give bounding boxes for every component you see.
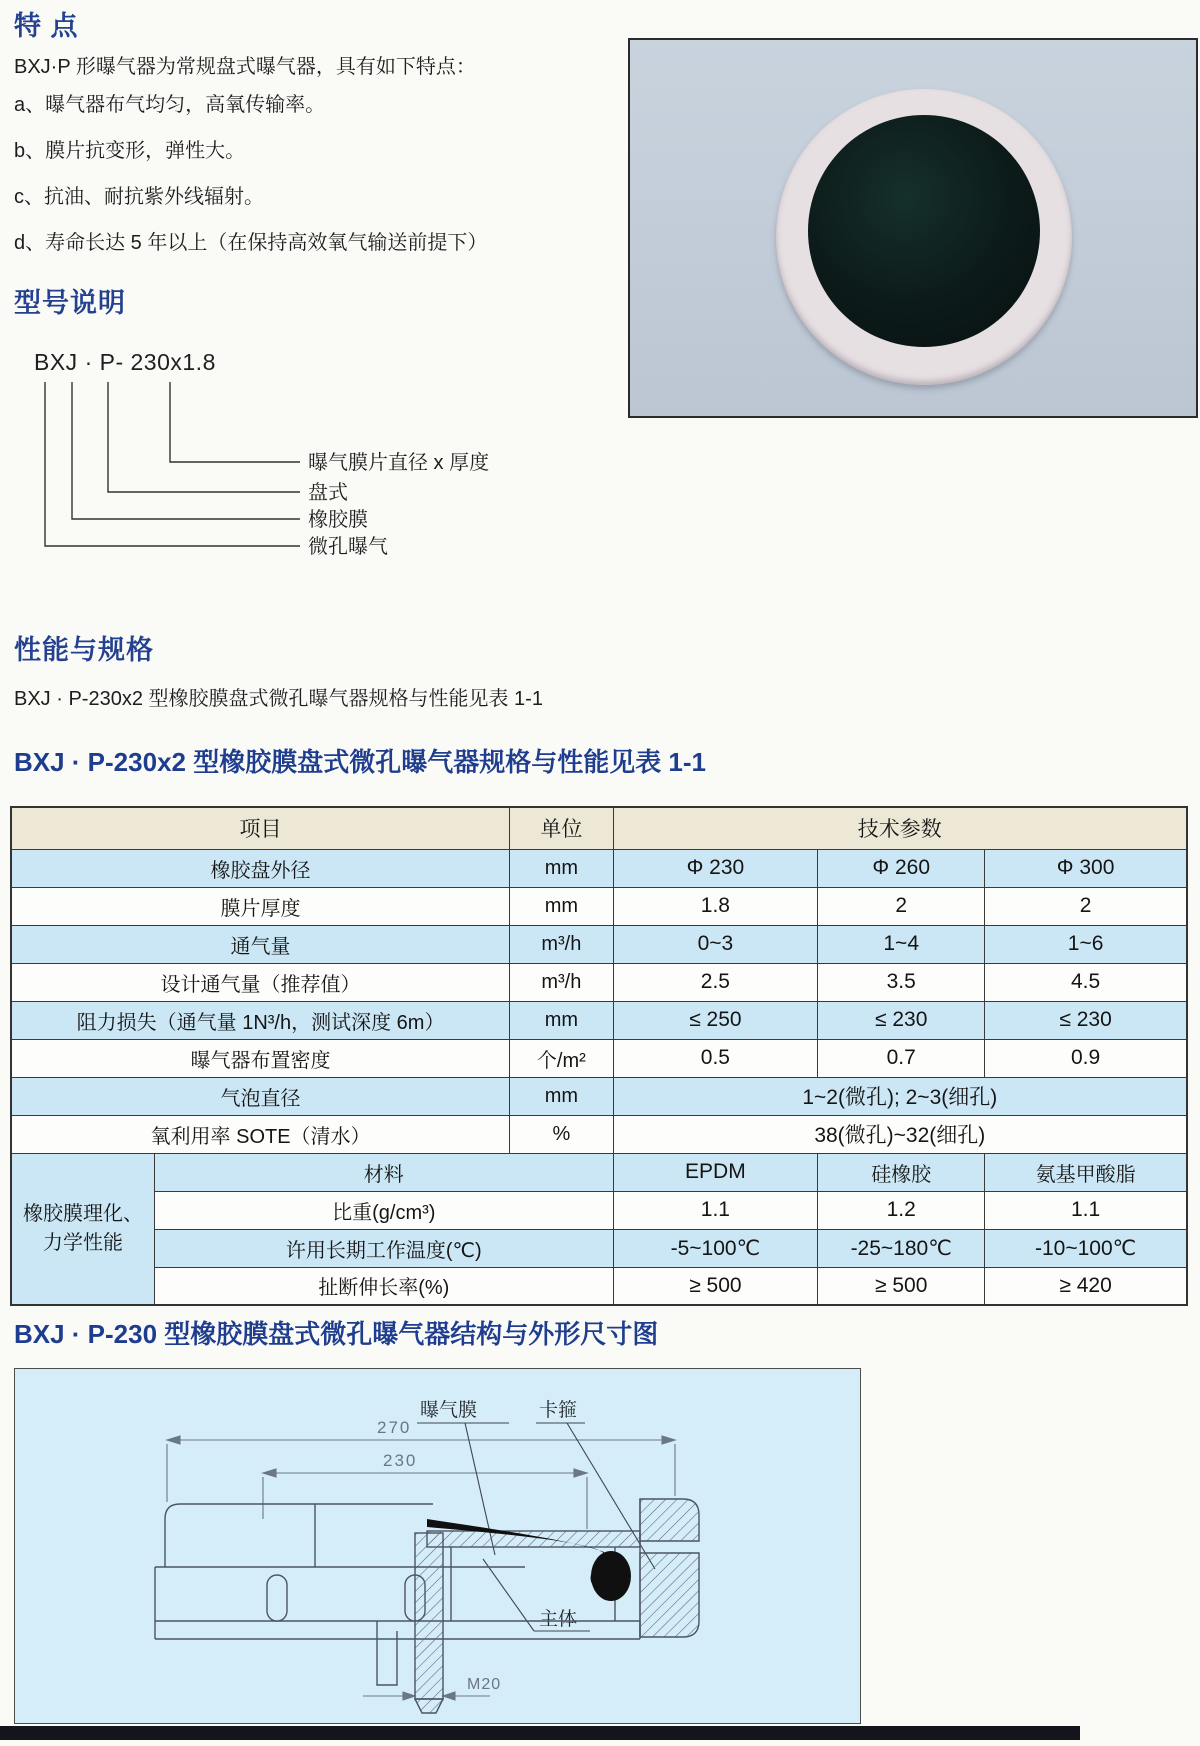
model-callout-label: 曝气膜片直径 x 厚度: [308, 452, 490, 474]
cell-value: 0~3: [613, 925, 818, 963]
cell-value: 3.5: [818, 963, 985, 1001]
cell-value: -25~180℃: [818, 1229, 985, 1267]
membrane-label: 曝气膜: [420, 1400, 478, 1421]
spec-table-title: BXJ · P-230x2 型橡胶膜盘式微孔曝气器规格与性能见表 1-1: [14, 747, 707, 777]
model-callout-label: 微孔曝气: [308, 536, 388, 558]
features-heading: 特 点: [14, 11, 79, 41]
cell-value: 1~4: [818, 925, 985, 963]
cell-value: ≤ 230: [818, 1001, 985, 1039]
table-row: [11, 1115, 1187, 1153]
drawing-title: BXJ · P-230 型橡胶膜盘式微孔曝气器结构与外形尺寸图: [14, 1319, 659, 1349]
cell-unit: %: [510, 1115, 613, 1153]
feature-item: d、寿命长达 5 年以上（在保持高效氧气输送前提下）: [14, 232, 488, 254]
table-row: [11, 963, 1187, 1001]
cell-value: 1~6: [985, 925, 1187, 963]
cell-label: 气泡直径: [11, 1077, 510, 1115]
page-footer-bar: [0, 1726, 1080, 1740]
cell-value: 2: [818, 887, 985, 925]
cell-value: EPDM: [613, 1153, 818, 1191]
cell-value: 38(微孔)~32(细孔): [613, 1115, 1187, 1153]
cell-value: Φ 300: [985, 849, 1187, 887]
cell-value: 2: [985, 887, 1187, 925]
cell-label: 许用长期工作温度(℃): [154, 1229, 613, 1267]
col-header-item: 项目: [11, 807, 510, 849]
feature-item: b、膜片抗变形，弹性大。: [14, 140, 246, 162]
table-row: [11, 1153, 1187, 1191]
table-row: [11, 849, 1187, 887]
model-heading: 型号说明: [14, 288, 126, 318]
cell-value: 1.2: [818, 1191, 985, 1229]
cell-value: ≤ 250: [613, 1001, 818, 1039]
cell-unit: mm: [510, 1001, 613, 1039]
table-row: [11, 1039, 1187, 1077]
cell-label: 曝气器布置密度: [11, 1039, 510, 1077]
cell-label: 通气量: [11, 925, 510, 963]
cell-value: -10~100℃: [985, 1229, 1187, 1267]
cell-label: 膜片厚度: [11, 887, 510, 925]
model-code-diagram: [18, 342, 578, 570]
table-row: [11, 925, 1187, 963]
thread-size-dim: M20: [467, 1676, 502, 1693]
model-code: BXJ · P- 230x1.8: [34, 349, 216, 375]
features-list: [14, 88, 487, 272]
diffuser-membrane-disc: [808, 115, 1040, 347]
cell-value: 0.9: [985, 1039, 1187, 1077]
cell-label: 扯断伸长率(%): [154, 1267, 613, 1305]
table-row: [11, 1191, 1187, 1229]
diffuser-ring: [776, 89, 1072, 385]
cell-value: ≥ 500: [818, 1267, 985, 1305]
table-header-row: [11, 807, 1187, 849]
specs-heading: 性能与规格: [14, 635, 154, 665]
cell-value: 氨基甲酸脂: [985, 1153, 1187, 1191]
table-row: [11, 1229, 1187, 1267]
cell-value: 4.5: [985, 963, 1187, 1001]
model-callout-lines: [45, 382, 300, 546]
spec-table: [10, 806, 1188, 1306]
table-row: [11, 1267, 1187, 1305]
body-label: 主体: [539, 1609, 578, 1630]
cell-value: Φ 260: [818, 849, 985, 887]
cell-value: 1.8: [613, 887, 818, 925]
table-row: [11, 1001, 1187, 1039]
clamp-label: 卡箍: [539, 1400, 578, 1421]
specs-subtitle: BXJ · P-230x2 型橡胶膜盘式微孔曝气器规格与性能见表 1-1: [14, 688, 543, 710]
cell-value: 2.5: [613, 963, 818, 1001]
inner-diameter-dim: 230: [383, 1451, 418, 1470]
cell-value: 硅橡胶: [818, 1153, 985, 1191]
cell-value: Φ 230: [613, 849, 818, 887]
col-header-unit: 单位: [510, 807, 613, 849]
product-photo: [628, 38, 1198, 418]
table-row: [11, 1077, 1187, 1115]
cell-value: ≤ 230: [985, 1001, 1187, 1039]
cell-value: 1.1: [985, 1191, 1187, 1229]
cell-value: 1~2(微孔); 2~3(细孔): [613, 1077, 1187, 1115]
structure-drawing: [15, 1369, 860, 1721]
col-header-params: 技术参数: [613, 807, 1187, 849]
cell-value: -5~100℃: [613, 1229, 818, 1267]
cell-value: 0.7: [818, 1039, 985, 1077]
cell-unit: 个/m²: [510, 1039, 613, 1077]
cell-label: 设计通气量（推荐值）: [11, 963, 510, 1001]
cell-label: 材料: [154, 1153, 613, 1191]
cell-unit: m³/h: [510, 963, 613, 1001]
model-callout-label: 盘式: [308, 482, 348, 504]
cell-label: 橡胶盘外径: [11, 849, 510, 887]
structure-drawing-panel: [14, 1368, 861, 1724]
feature-item: a、曝气器布气均匀，高氧传输率。: [14, 94, 326, 116]
cell-unit: mm: [510, 887, 613, 925]
table-row: [11, 887, 1187, 925]
cell-label: 阻力损失（通气量 1N³/h，测试深度 6m）: [11, 1001, 510, 1039]
cell-unit: mm: [510, 849, 613, 887]
cell-unit: m³/h: [510, 925, 613, 963]
features-intro: BXJ·P 形曝气器为常规盘式曝气器，具有如下特点：: [14, 56, 476, 78]
cell-value: ≥ 500: [613, 1267, 818, 1305]
cell-value: ≥ 420: [985, 1267, 1187, 1305]
diffuser-section-outline: [155, 1499, 699, 1713]
cell-label: 比重(g/cm³): [154, 1191, 613, 1229]
cell-value: 1.1: [613, 1191, 818, 1229]
material-section-header: 橡胶膜理化、力学性能: [11, 1153, 154, 1305]
model-callout-label: 橡胶膜: [308, 509, 368, 531]
rubber-membrane-section: [427, 1513, 631, 1601]
feature-item: c、抗油、耐抗紫外线辐射。: [14, 186, 264, 208]
cell-unit: mm: [510, 1077, 613, 1115]
cell-label: 氧利用率 SOTE（清水）: [11, 1115, 510, 1153]
outer-diameter-dim: 270: [377, 1418, 412, 1437]
cell-value: 0.5: [613, 1039, 818, 1077]
